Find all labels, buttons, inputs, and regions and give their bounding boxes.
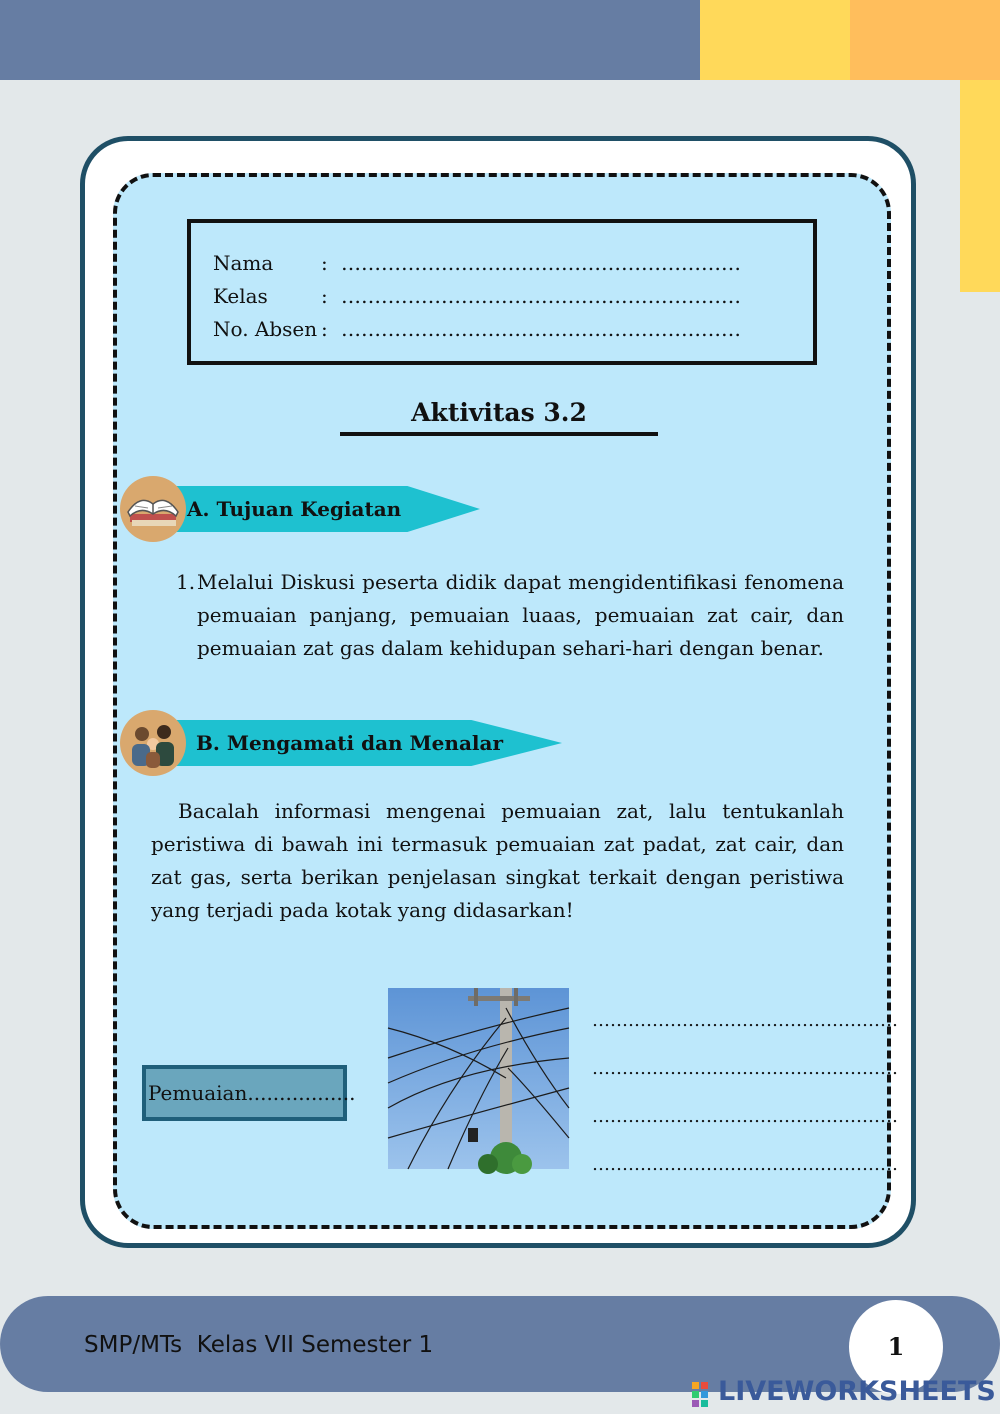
answer-line-1[interactable]: ……………………………………………: [592, 1010, 898, 1031]
objective-number: 1.: [176, 570, 196, 594]
class-field[interactable]: ……………………………………………………: [341, 284, 741, 308]
page-number: 1: [887, 1332, 905, 1361]
name-colon: :: [321, 251, 328, 275]
instruction-text: Bacalah informasi mengenai pemuaian zat, lalu tentukanlah peristiwa di bawah ini termasuk pemuaian zat padat, zat cair, dan zat gas, serta berikan penjelasan singkat terkait dengan peristiwa yang terjadi pada kotak yang didasarkan!: [151, 799, 844, 922]
side-accent-yellow: [960, 80, 1000, 292]
section-b-heading: B. Mengamati dan Menalar: [196, 731, 504, 755]
name-label: Nama: [213, 251, 274, 275]
objective-text: Melalui Diskusi peserta didik dapat mengidentifikasi fenomena pemuaian panjang, pemuaian luaas, pemuaian zat cair, dan pemuaian zat gas dalam kehidupan sehari-hari dengan benar.: [197, 570, 844, 660]
answer-line-4[interactable]: ……………………………………………: [592, 1154, 898, 1175]
absence-number-row: [213, 317, 741, 341]
absence-number-colon: :: [321, 317, 328, 341]
answer-line-2[interactable]: ……………………………………………: [592, 1058, 898, 1079]
activity-title: Aktivitas 3.2: [411, 398, 587, 427]
class-label: Kelas: [213, 284, 268, 308]
open-book-icon: [120, 476, 186, 542]
power-pole-image: [388, 988, 569, 1169]
header-accent-orange: [850, 0, 1000, 80]
title-underline: [340, 432, 658, 436]
absence-number-field[interactable]: ……………………………………………………: [341, 317, 741, 341]
footer-caption: SMP/MTs Kelas VII Semester 1: [84, 1332, 434, 1358]
section-a-heading: A. Tujuan Kegiatan: [187, 497, 402, 521]
header-bar: [0, 0, 700, 80]
name-row: [213, 251, 741, 275]
liveworksheets-brand: LIVEWORKSHEETS: [718, 1376, 996, 1407]
expansion-answer-box[interactable]: Pemuaian.................: [142, 1065, 347, 1121]
header-accent-yellow: [700, 0, 850, 80]
group-discussion-icon: [120, 710, 186, 776]
class-row: [213, 284, 741, 308]
name-field[interactable]: ……………………………………………………: [341, 251, 741, 275]
absence-number-label: No. Absen: [213, 317, 318, 341]
answer-line-3[interactable]: ……………………………………………: [592, 1106, 898, 1127]
identity-box: [187, 219, 817, 365]
class-colon: :: [321, 284, 328, 308]
